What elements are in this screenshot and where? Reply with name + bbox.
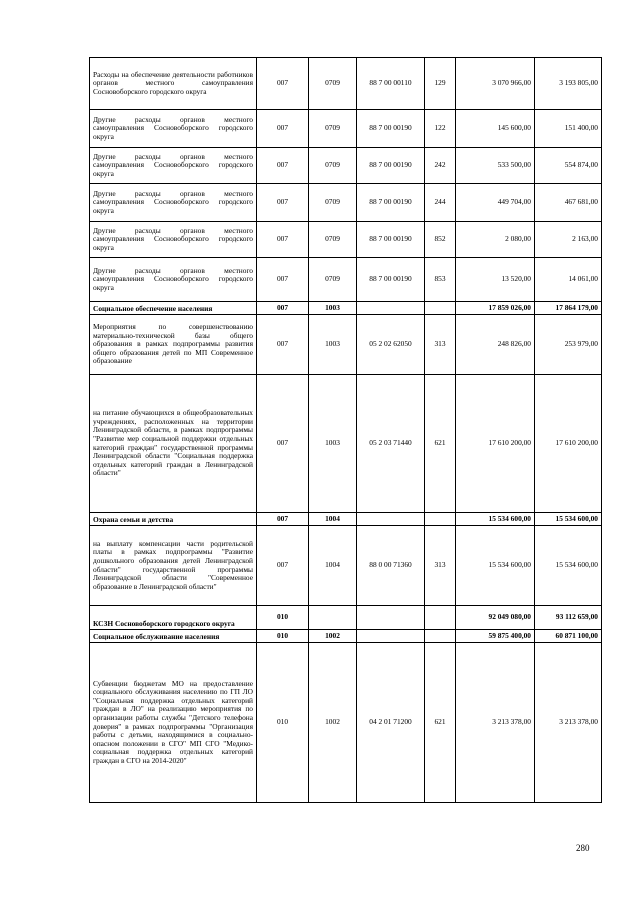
row-amount-year1: 15 534 600,00 xyxy=(456,526,535,606)
row-target-article: 88 7 00 00190 xyxy=(357,148,425,184)
row-amount-year2: 2 163,00 xyxy=(535,222,602,258)
row-amount-year2: 3 213 378,00 xyxy=(535,643,602,803)
row-target-article: 88 7 00 00190 xyxy=(357,184,425,222)
table-row xyxy=(90,315,602,375)
table-body xyxy=(90,58,602,803)
row-amount-year1: 2 080,00 xyxy=(456,222,535,258)
row-ministry-code: 007 xyxy=(257,184,309,222)
row-ministry-code: 007 xyxy=(257,222,309,258)
row-description: на питание обучающихся в общеобразовательных учреждениях, расположенных на территории Ленинградской области, в рамках подпрограммы "Развитие мер социальной поддержки отдельных категорий граждан" государственной программы Ленинградской области "Социальная поддержка отдельных категорий граждан в Ленинградской области" xyxy=(90,375,257,513)
row-description: на выплату компенсации части родительской платы в рамках подпрограммы "Развитие дошкольного образования детей Ленинградской области" государственной программы Ленинградской области "Современное образование в Ленинградской области" xyxy=(90,526,257,606)
row-amount-year2: 467 681,00 xyxy=(535,184,602,222)
row-section-code: 1004 xyxy=(309,526,357,606)
row-description: КСЗН Сосновоборского городского округа xyxy=(90,606,257,630)
row-section-code xyxy=(309,606,357,630)
row-amount-year2: 554 874,00 xyxy=(535,148,602,184)
row-amount-year2: 15 534 600,00 xyxy=(535,513,602,526)
row-amount-year1: 92 049 080,00 xyxy=(456,606,535,630)
row-ministry-code: 010 xyxy=(257,643,309,803)
table-row xyxy=(90,58,602,110)
row-target-article: 88 7 00 00190 xyxy=(357,258,425,302)
row-description: Охрана семьи и детства xyxy=(90,513,257,526)
row-description: Социальное обслуживание населения xyxy=(90,630,257,643)
row-amount-year1: 3 070 966,00 xyxy=(456,58,535,110)
row-expense-type: 242 xyxy=(425,148,456,184)
table-row xyxy=(90,110,602,148)
row-expense-type: 313 xyxy=(425,526,456,606)
row-amount-year2: 17 610 200,00 xyxy=(535,375,602,513)
row-expense-type: 122 xyxy=(425,110,456,148)
table-row xyxy=(90,222,602,258)
table-row xyxy=(90,258,602,302)
row-amount-year1: 145 600,00 xyxy=(456,110,535,148)
row-amount-year2: 17 864 179,00 xyxy=(535,302,602,315)
row-ministry-code: 007 xyxy=(257,258,309,302)
row-amount-year2: 60 871 100,00 xyxy=(535,630,602,643)
row-ministry-code: 007 xyxy=(257,513,309,526)
row-target-article: 88 7 00 00190 xyxy=(357,110,425,148)
table-row xyxy=(90,184,602,222)
row-ministry-code: 007 xyxy=(257,315,309,375)
row-ministry-code: 010 xyxy=(257,630,309,643)
row-target-article xyxy=(357,606,425,630)
row-section-code: 1002 xyxy=(309,643,357,803)
row-amount-year2: 253 979,00 xyxy=(535,315,602,375)
table-row xyxy=(90,606,602,630)
row-description: Другие расходы органов местного самоуправления Сосновоборского городского округа xyxy=(90,258,257,302)
row-ministry-code: 007 xyxy=(257,375,309,513)
row-ministry-code: 007 xyxy=(257,58,309,110)
row-target-article xyxy=(357,302,425,315)
table-row xyxy=(90,526,602,606)
table-row xyxy=(90,630,602,643)
row-section-code: 0709 xyxy=(309,110,357,148)
row-expense-type: 129 xyxy=(425,58,456,110)
row-amount-year1: 248 826,00 xyxy=(456,315,535,375)
row-amount-year1: 17 610 200,00 xyxy=(456,375,535,513)
row-expense-type: 621 xyxy=(425,643,456,803)
row-amount-year1: 3 213 378,00 xyxy=(456,643,535,803)
table-row xyxy=(90,375,602,513)
row-section-code: 1003 xyxy=(309,302,357,315)
row-section-code: 1002 xyxy=(309,630,357,643)
row-ministry-code: 007 xyxy=(257,302,309,315)
row-expense-type xyxy=(425,630,456,643)
row-amount-year2: 3 193 805,00 xyxy=(535,58,602,110)
table-row xyxy=(90,302,602,315)
row-amount-year1: 15 534 600,00 xyxy=(456,513,535,526)
row-section-code: 0709 xyxy=(309,222,357,258)
row-expense-type: 313 xyxy=(425,315,456,375)
row-description: Другие расходы органов местного самоуправления Сосновоборского городского округа xyxy=(90,148,257,184)
row-ministry-code: 007 xyxy=(257,148,309,184)
row-expense-type: 853 xyxy=(425,258,456,302)
row-section-code: 1004 xyxy=(309,513,357,526)
row-section-code: 0709 xyxy=(309,258,357,302)
row-target-article: 05 2 03 71440 xyxy=(357,375,425,513)
row-description: Другие расходы органов местного самоуправления Сосновоборского городского округа xyxy=(90,110,257,148)
row-expense-type xyxy=(425,513,456,526)
budget-table xyxy=(89,57,602,803)
row-target-article: 05 2 02 62050 xyxy=(357,315,425,375)
row-description: Социальное обеспечение населения xyxy=(90,302,257,315)
row-amount-year1: 17 859 026,00 xyxy=(456,302,535,315)
row-description: Субвенции бюджетам МО на предоставление социального обслуживания населению по ГП ЛО "Социальная поддержка отдельных категорий граждан в ЛО" на реализацию мероприятия по организации работы службы "Детского телефона доверия" в рамках подпрограммы "Организация работы с детьми, находящимися в социально-опасном положении в СГО" МП СГО "Медико-социальная поддержка отдельных категорий граждан в СГО на 2014-2020" xyxy=(90,643,257,803)
row-section-code: 0709 xyxy=(309,148,357,184)
row-amount-year2: 93 112 659,00 xyxy=(535,606,602,630)
row-target-article: 88 7 00 00110 xyxy=(357,58,425,110)
row-amount-year1: 449 704,00 xyxy=(456,184,535,222)
row-target-article xyxy=(357,630,425,643)
row-amount-year1: 533 500,00 xyxy=(456,148,535,184)
row-section-code: 1003 xyxy=(309,375,357,513)
row-target-article: 04 2 01 71200 xyxy=(357,643,425,803)
row-ministry-code: 007 xyxy=(257,110,309,148)
row-target-article: 88 7 00 00190 xyxy=(357,222,425,258)
row-amount-year1: 13 520,00 xyxy=(456,258,535,302)
row-ministry-code: 007 xyxy=(257,526,309,606)
row-section-code: 0709 xyxy=(309,58,357,110)
table-row xyxy=(90,148,602,184)
page-number: 280 xyxy=(576,843,590,853)
row-expense-type: 621 xyxy=(425,375,456,513)
row-expense-type: 244 xyxy=(425,184,456,222)
row-amount-year2: 15 534 600,00 xyxy=(535,526,602,606)
row-expense-type xyxy=(425,606,456,630)
row-ministry-code: 010 xyxy=(257,606,309,630)
row-section-code: 1003 xyxy=(309,315,357,375)
row-target-article: 88 0 00 71360 xyxy=(357,526,425,606)
row-description: Другие расходы органов местного самоуправления Сосновоборского городского округа xyxy=(90,222,257,258)
table-row xyxy=(90,643,602,803)
row-expense-type: 852 xyxy=(425,222,456,258)
row-section-code: 0709 xyxy=(309,184,357,222)
row-amount-year2: 151 400,00 xyxy=(535,110,602,148)
table-row xyxy=(90,513,602,526)
row-amount-year2: 14 061,00 xyxy=(535,258,602,302)
row-description: Расходы на обеспечение деятельности работников органов местного самоуправления Сосновоборского городского округа xyxy=(90,58,257,110)
row-description: Мероприятия по совершенствованию материально-технической базы общего образования в рамках подпрограммы развития общего образования детей по МП Современное образование xyxy=(90,315,257,375)
row-target-article xyxy=(357,513,425,526)
row-amount-year1: 59 875 400,00 xyxy=(456,630,535,643)
row-description: Другие расходы органов местного самоуправления Сосновоборского городского округа xyxy=(90,184,257,222)
row-expense-type xyxy=(425,302,456,315)
